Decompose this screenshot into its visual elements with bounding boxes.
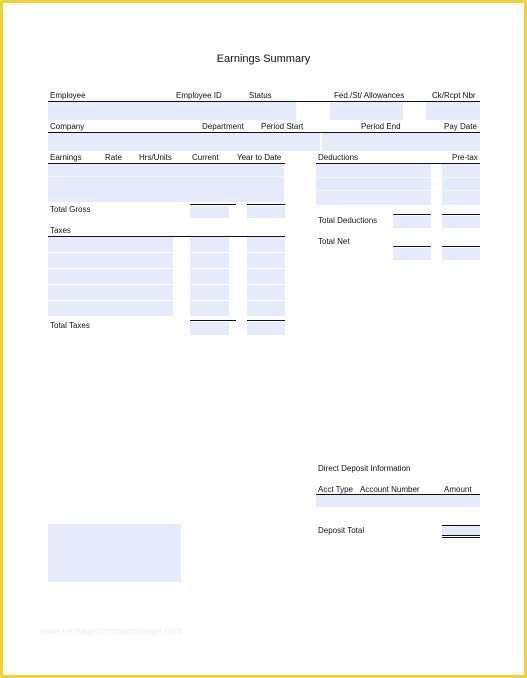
year-to-date-label: Year to Date xyxy=(237,153,282,162)
deductions-label: Deductions xyxy=(318,153,359,162)
deductions-row-divider-1 xyxy=(316,177,480,178)
company-label: Company xyxy=(50,122,85,131)
taxes-current-field[interactable] xyxy=(190,237,229,316)
earnings-field[interactable] xyxy=(48,164,284,202)
direct-deposit-field[interactable] xyxy=(316,495,480,507)
company-field[interactable] xyxy=(48,133,320,151)
deposit-total-label: Deposit Total xyxy=(318,526,365,535)
earnings-row-divider xyxy=(48,176,284,177)
total-net-label: Total Net xyxy=(318,237,350,246)
allowances-field[interactable] xyxy=(330,102,403,120)
rate-label: Rate xyxy=(105,153,122,162)
deposit-total-double-rule xyxy=(442,535,480,538)
deposit-total-field[interactable] xyxy=(442,526,480,535)
account-number-label: Account Number xyxy=(360,485,420,494)
watermark-text: www.heritagechristiancollege.com xyxy=(40,626,182,636)
total-taxes-current-rule xyxy=(190,320,236,321)
employee-field[interactable] xyxy=(48,102,296,120)
deductions-row-divider-2 xyxy=(316,190,480,191)
pre-tax-label: Pre-tax xyxy=(452,153,478,162)
period-end-label: Period End xyxy=(361,122,401,131)
total-gross-current-rule xyxy=(190,204,236,205)
taxes-ytd-field[interactable] xyxy=(247,237,285,316)
total-net-field[interactable] xyxy=(393,248,431,260)
total-net-rule xyxy=(393,246,431,247)
ck-rcpt-nbr-label: Ck/Rcpt Nbr xyxy=(432,91,476,100)
acct-type-label: Acct Type xyxy=(318,485,353,494)
total-deductions-pretax-rule xyxy=(442,214,480,215)
taxes-label: Taxes xyxy=(50,226,71,235)
amount-label: Amount xyxy=(444,485,472,494)
employee-id-label: Employee ID xyxy=(176,91,222,100)
deductions-field[interactable] xyxy=(316,164,431,205)
total-gross-ytd-field[interactable] xyxy=(247,206,285,218)
pre-tax-field[interactable] xyxy=(442,164,480,205)
allowances-label: Fed./St/ Allowances xyxy=(334,91,405,100)
total-deductions-label: Total Deductions xyxy=(318,216,378,225)
taxes-row-divider-1 xyxy=(48,252,285,253)
total-taxes-ytd-field[interactable] xyxy=(247,322,285,335)
current-label: Current xyxy=(192,153,219,162)
taxes-names-field[interactable] xyxy=(48,237,173,316)
ck-rcpt-nbr-field[interactable] xyxy=(426,102,480,120)
pay-date-label: Pay Date xyxy=(444,122,477,131)
period-start-label: Period Start xyxy=(261,122,304,131)
earnings-label: Earnings xyxy=(50,153,82,162)
period-field[interactable] xyxy=(322,133,480,151)
total-taxes-label: Total Taxes xyxy=(50,321,90,330)
taxes-row-divider-4 xyxy=(48,300,285,301)
total-gross-ytd-rule xyxy=(247,204,285,205)
page-title: Earnings Summary xyxy=(216,53,311,65)
employee-label: Employee xyxy=(50,91,86,100)
total-deductions-field[interactable] xyxy=(393,216,431,228)
status-label: Status xyxy=(249,91,272,100)
total-net-pretax-field[interactable] xyxy=(442,248,480,260)
total-deductions-pretax-field[interactable] xyxy=(442,216,480,228)
department-label: Department xyxy=(202,122,244,131)
total-gross-current-field[interactable] xyxy=(190,206,229,218)
direct-deposit-title: Direct Deposit Information xyxy=(318,464,411,473)
taxes-row-divider-3 xyxy=(48,284,285,285)
notes-box[interactable] xyxy=(48,524,181,582)
hrs-units-label: Hrs/Units xyxy=(139,153,172,162)
taxes-row-divider-2 xyxy=(48,268,285,269)
total-taxes-ytd-rule xyxy=(247,320,285,321)
total-net-pretax-rule xyxy=(442,246,480,247)
total-deductions-rule xyxy=(393,214,431,215)
total-taxes-current-field[interactable] xyxy=(190,322,229,335)
total-gross-label: Total Gross xyxy=(50,205,91,214)
